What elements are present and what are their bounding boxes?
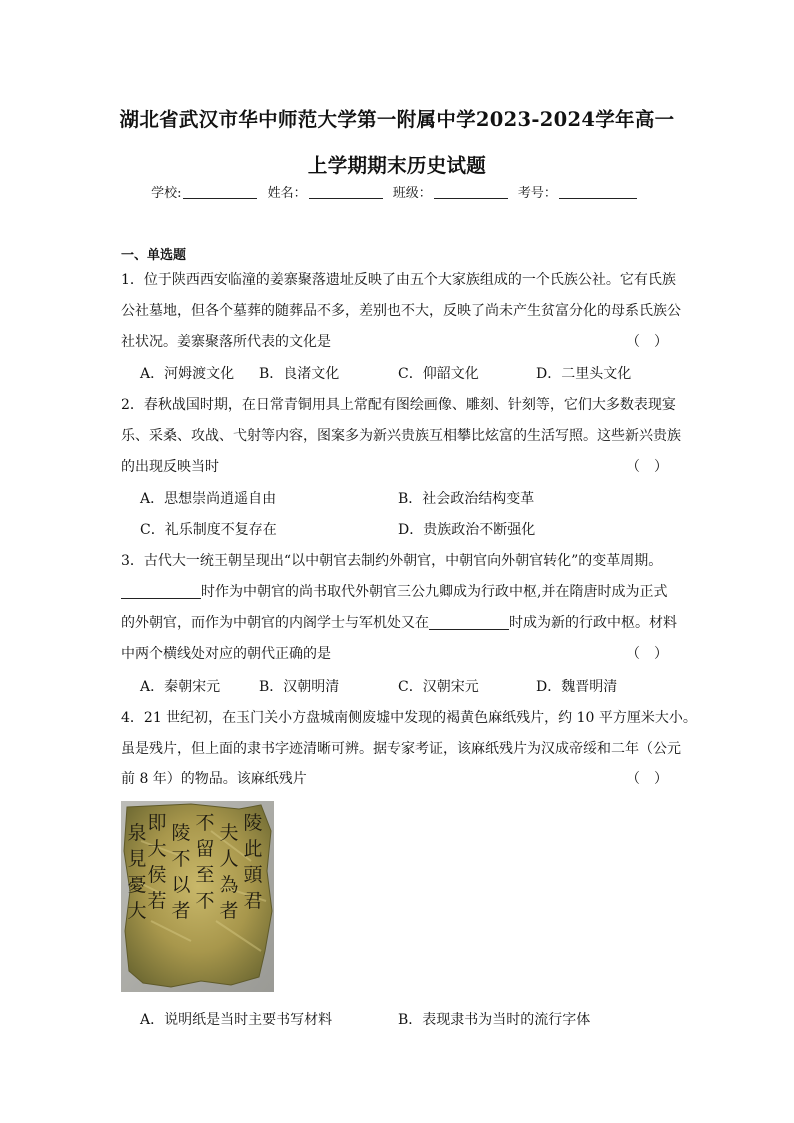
- fragment-glyph: 即: [147, 812, 167, 834]
- fragment-glyph: 夫: [219, 822, 239, 844]
- class-blank[interactable]: [434, 185, 508, 199]
- fragment-glyph: 若: [147, 890, 167, 912]
- q1-option-a[interactable]: A．河姆渡文化: [140, 366, 235, 382]
- q2-answer-paren[interactable]: （ ）: [626, 459, 668, 475]
- q4-answer-paren[interactable]: （ ）: [626, 771, 668, 787]
- fragment-glyph: 陵: [243, 812, 263, 834]
- q1-option-b[interactable]: B．良渚文化: [259, 366, 340, 382]
- fragment-glyph: 至: [195, 864, 215, 886]
- fragment-glyph: 大: [127, 900, 147, 922]
- fragment-glyph: 大: [147, 838, 167, 860]
- q3-blank-1[interactable]: [121, 584, 201, 599]
- student-info-row: [0, 182, 794, 201]
- q3-option-d[interactable]: D．魏晋明清: [536, 679, 618, 695]
- exam-number-blank[interactable]: [559, 185, 637, 199]
- q2-line-3: 的出现反映当时: [121, 459, 219, 475]
- q2-line-1: 2．春秋战国时期，在日常青铜用具上常配有图绘画像、雕刻、针刻等，它们大多数表现宴: [121, 397, 676, 413]
- school-blank[interactable]: [183, 185, 257, 199]
- q4-option-b[interactable]: B．表现隶书为当时的流行字体: [398, 1012, 591, 1028]
- q1-option-d[interactable]: D．二里头文化: [536, 366, 632, 382]
- q3-line-2: [121, 581, 667, 601]
- fragment-glyph: 君: [243, 890, 263, 912]
- q4-line-3: 前 8 年）的物品。该麻纸残片: [121, 771, 307, 787]
- q3-option-c[interactable]: C．汉朝宋元: [398, 679, 479, 695]
- fragment-glyph: 陵: [171, 822, 191, 844]
- fragment-glyph: 此: [243, 838, 263, 860]
- q3-answer-paren[interactable]: （ ）: [626, 646, 668, 662]
- hemp-paper-fragment-image: [121, 801, 274, 992]
- name-label: 姓名：: [267, 186, 307, 201]
- q4-line-1: 4．21 世纪初，在玉门关小方盘城南侧废墟中发现的褐黄色麻纸残片，约 10 平方厘米大小。: [121, 710, 697, 726]
- fragment-glyph: 不: [195, 890, 215, 912]
- q1-answer-paren[interactable]: （ ）: [626, 334, 668, 350]
- fragment-glyph: 見: [127, 848, 147, 870]
- q2-option-b[interactable]: B．社会政治结构变革: [398, 491, 535, 507]
- fragment-glyph: 頭: [243, 864, 263, 886]
- q3-line-3b-text: 时成为新的行政中枢。材料: [509, 615, 677, 631]
- q4-option-a[interactable]: A．说明纸是当时主要书写材料: [140, 1012, 333, 1028]
- q1-line-3: 社状况。姜寨聚落所代表的文化是: [121, 334, 331, 350]
- q2-option-d[interactable]: D．贵族政治不断强化: [398, 522, 536, 538]
- fragment-glyph: 憂: [127, 874, 147, 896]
- fragment-glyph: 不: [171, 848, 191, 870]
- exam-number-label: 考号：: [517, 186, 557, 201]
- fragment-glyph: 不: [195, 812, 215, 834]
- q3-option-a[interactable]: A．秦朝宋元: [140, 679, 221, 695]
- fragment-glyph: 以: [171, 874, 191, 896]
- exam-title-line1: 湖北省武汉市华中师范大学第一附属中学2023-2024学年高一: [119, 108, 675, 131]
- section-title: 一、单选题: [121, 248, 187, 263]
- q3-line-4: 中两个横线处对应的朝代正确的是: [121, 646, 331, 662]
- fragment-glyph: 人: [219, 848, 239, 870]
- class-label: 班级：: [392, 186, 432, 201]
- q3-blank-2[interactable]: [429, 615, 509, 630]
- q1-option-c[interactable]: C．仰韶文化: [398, 366, 479, 382]
- fragment-glyph: 泉: [127, 822, 147, 844]
- fragment-glyph: 者: [171, 900, 191, 922]
- school-label: 学校:: [151, 186, 182, 201]
- q3-line-3: [121, 612, 677, 632]
- q2-option-a[interactable]: A．思想崇尚逍遥自由: [140, 491, 277, 507]
- fragment-glyph: 留: [195, 838, 215, 860]
- fragment-glyph: 侯: [147, 864, 167, 886]
- q3-line-3a-text: 的外朝官，而作为中朝官的内阁学士与军机处又在: [121, 615, 429, 631]
- name-blank[interactable]: [309, 185, 383, 199]
- q1-line-1: 1．位于陕西西安临潼的姜寨聚落遗址反映了由五个大家族组成的一个氏族公社。它有氏族: [121, 272, 676, 288]
- q3-line-1: 3．古代大一统王朝呈现出“以中朝官去制约外朝官，中朝官向外朝官转化”的变革周期。: [121, 553, 663, 569]
- fragment-glyph: 者: [219, 900, 239, 922]
- q2-option-c[interactable]: C．礼乐制度不复存在: [140, 522, 277, 538]
- q4-line-2: 虽是残片，但上面的隶书字迹清晰可辨。据专家考证，该麻纸残片为汉成帝绥和二年（公元: [121, 741, 681, 757]
- q1-line-2: 公社墓地，但各个墓葬的随葬品不多，差别也不大，反映了尚未产生贫富分化的母系氏族公: [121, 303, 681, 319]
- exam-title-line2: 上学期期末历史试题: [307, 154, 487, 177]
- q2-line-2: 乐、采桑、攻战、弋射等内容，图案多为新兴贵族互相攀比炫富的生活写照。这些新兴贵族: [121, 428, 681, 444]
- fragment-glyph: 為: [219, 874, 239, 896]
- q3-option-b[interactable]: B．汉朝明清: [259, 679, 340, 695]
- q3-line-2-text: 时作为中朝官的尚书取代外朝官三公九卿成为行政中枢,并在隋唐时成为正式: [201, 584, 668, 600]
